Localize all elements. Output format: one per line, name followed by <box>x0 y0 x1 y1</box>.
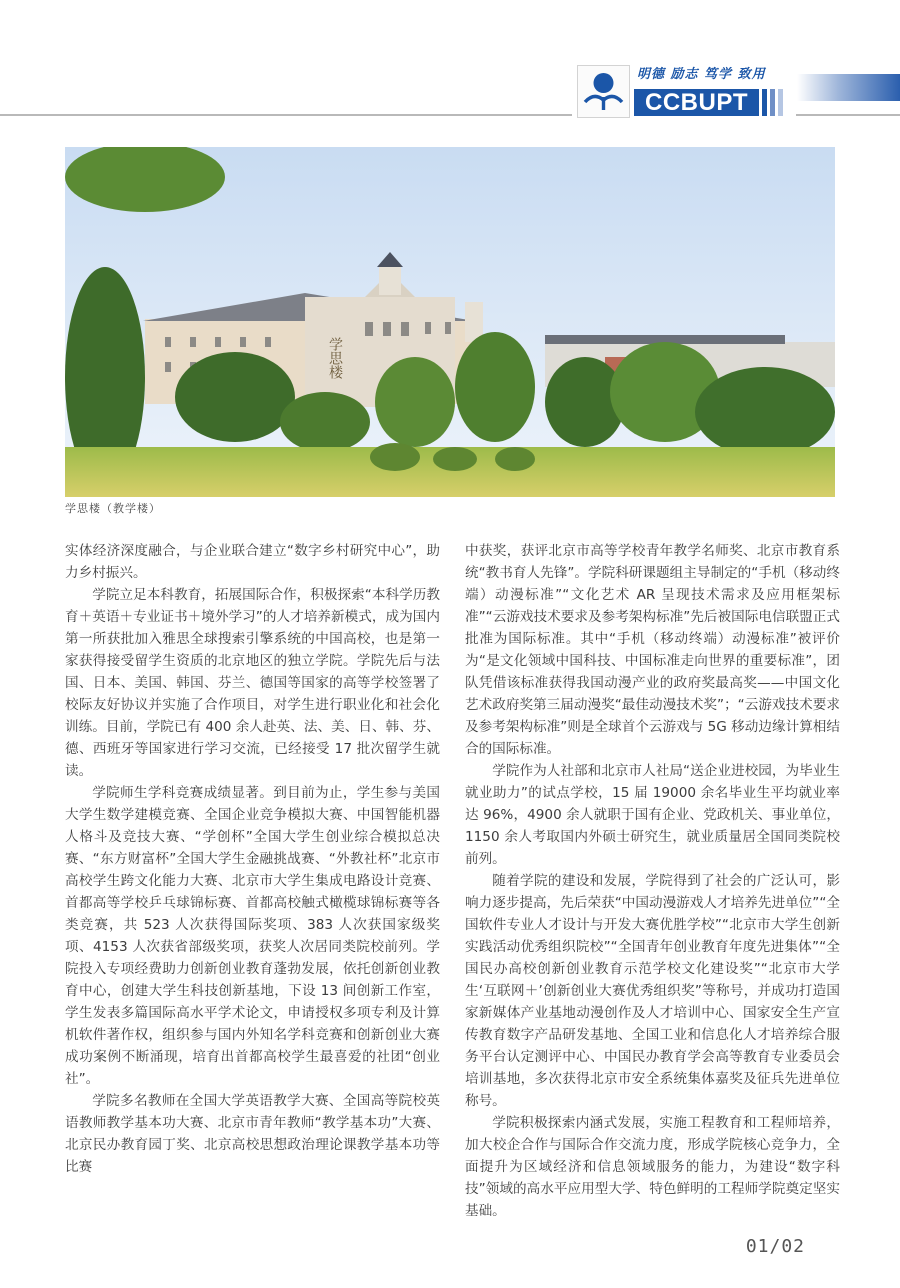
article-column-right <box>465 540 840 1288</box>
building-sign: 学思楼 <box>327 337 343 379</box>
header-gradient-bar <box>797 74 900 101</box>
paragraph: 中获奖，获评北京市高等学校青年教学名师奖、北京市教育系统“教书育人先锋”。学院科研课题组主导制定的“手机（移动终端）动漫标准”“文化艺术 AR 呈现技术需求及应用框架标准”“云游戏技术要求及参考架构标准”先后被国际电信联盟正式批准为国际标准。其中“手机（移动终端）动漫标准”被评价为“是文化领域中国科技、中国标准走向世界的重要标准”，团队凭借该标准获得我国动漫产业的政府奖最高奖——中国文化艺术政府奖第三届动漫奖“最佳动漫技术奖”；“云游戏技术要求及参考架构标准”则是全球首个云游戏与 5G 移动边缘计算相结合的国际标准。 <box>465 543 840 757</box>
brand-bars-decoration <box>762 89 786 116</box>
page-number: 01/02 <box>745 1236 805 1257</box>
paragraph: 学院作为人社部和北京市人社局“送企业进校园，为毕业生就业助力”的试点学校，15 届 19000 余名毕业生平均就业率达 96%，4900 余人就职于国有企业、党政机关、事业单位，1150 余人考取国内外硕士研究生，就业质量居全国同类院校前列。 <box>465 763 840 867</box>
paragraph: 学院多名教师在全国大学英语教学大赛、全国高等院校英语教师教学基本功大赛、北京市青年教师“教学基本功”大赛、北京民办教育园丁奖、北京高校思想政治理论课教学基本功等比赛 <box>65 1093 440 1175</box>
paragraph: 学院师生学科竞赛成绩显著。到目前为止，学生参与美国大学生数学建模竞赛、全国企业竞争模拟大赛、中国智能机器人格斗及竞技大赛、“学创杯”全国大学生创业综合模拟总决赛、“东方财富杯”全国大学生金融挑战赛、“外教社杯”北京市高校学生跨文化能力大赛、北京市大学生集成电路设计竞赛、首都高等学校乒乓球锦标赛、首都高校触式橄榄球锦标赛等各类竞赛，共 523 人次获得国际奖项、383 人次获国家级奖项、4153 人次获省部级奖项，获奖人次居同类院校前列。学院投入专项经费助力创新创业教育蓬勃发展，依托创新创业教育中心，创建大学生科技创新基地，下设 13 间创新工作室，学生发表多篇国际高水平学术论文，申请授权多项专利及计算机软件著作权，组织参与国内外知名学科竞赛和创新创业大赛成功案例不断涌现，培育出首都高校学生最喜爱的社团“创业社”。 <box>65 785 440 1087</box>
logo-emblem-icon <box>582 70 625 113</box>
header-brand: CCBUPT <box>634 89 759 116</box>
paragraph: 实体经济深度融合，与企业联合建立“数字乡村研究中心”，助力乡村振兴。 <box>65 543 440 581</box>
paragraph: 随着学院的建设和发展，学院得到了社会的广泛认可，影响力逐步提高，先后荣获“中国动漫游戏人才培养先进单位”“全国软件专业人才设计与开发大赛优胜学校”“北京市大学生创新实践活动优秀组织院校”“全国青年创业教育年度先进集体”“全国民办高校创新创业教育示范学校文化建设奖”“北京市大学生‘互联网＋’创新创业大赛优秀组织奖”等称号，并成功打造国家新媒体产业基地动漫创作及人才培训中心、国家安全生产宣传教育数字产品研发基地、全国工业和信息化人才培养综合服务平台认定测评中心、中国民办教育学会高等教育专业委员会培训基地，多次获得北京市安全系统集体嘉奖及征兵先进单位称号。 <box>465 873 840 1109</box>
header-rule-left <box>0 114 572 116</box>
photo-caption: 学思楼（教学楼） <box>65 502 161 515</box>
paragraph: 学院立足本科教育，拓展国际合作，积极探索“本科学历教育＋英语＋专业证书＋境外学习”的人才培养新模式，成为国内第一所获批加入雅思全球搜索引擎系统的中国高校，也是第一家获得接受留学生资质的北京地区的独立学院。学院先后与法国、日本、美国、韩国、芬兰、德国等国家的高等学校签署了校际友好协议并实施了合作项目，对学生进行职业化和社会化训练。目前，学院已有 400 余人赴英、法、美、日、韩、芬、德、西班牙等国家进行学习交流，已经接受 17 批次留学生就读。 <box>65 587 440 779</box>
header-rule-right <box>796 114 900 116</box>
campus-photo <box>65 147 835 497</box>
college-logo <box>577 65 630 118</box>
paragraph: 学院积极探索内涵式发展，实施工程教育和工程师培养，加大校企合作与国际合作交流力度，形成学院核心竞争力，全面提升为区域经济和信息领域服务的能力，为建设“数字科技”领域的高水平应用型大学、特色鲜明的工程师学院奠定坚实基础。 <box>465 1115 840 1219</box>
header-motto: 明德 励志 笃学 致用 <box>637 67 766 82</box>
article-column-left <box>65 540 440 1178</box>
